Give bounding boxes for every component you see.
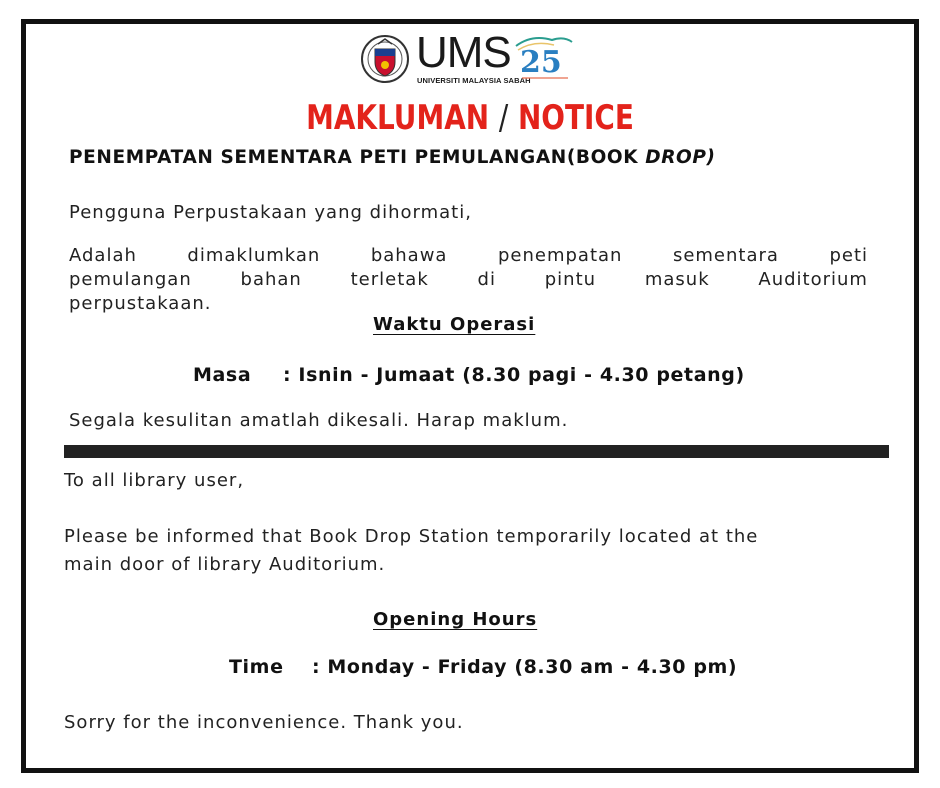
header-logos <box>360 28 580 88</box>
title-english: NOTICE <box>517 98 634 138</box>
malay-greeting: Pengguna Perpustakaan yang dihormati, <box>69 202 472 223</box>
word: Auditorium <box>758 269 868 290</box>
english-hours-heading: Opening Hours <box>373 609 538 630</box>
ums-logo-subtitle: UNIVERSITI MALAYSIA SABAH <box>417 76 531 85</box>
malay-body-paragraph <box>69 244 868 316</box>
page-title <box>85 96 856 140</box>
word: bahawa <box>370 245 448 266</box>
malay-closing: Segala kesulitan amatlah dikesali. Harap maklum. <box>69 410 569 431</box>
word: terletak <box>350 269 429 290</box>
subtitle-italic: DROP) <box>645 147 716 168</box>
section-divider <box>64 445 889 458</box>
english-hours-value: : Monday - Friday (8.30 am - 4.30 pm) <box>312 656 738 678</box>
title-malay: MAKLUMAN <box>306 98 490 138</box>
word: di <box>477 269 496 290</box>
ums-logo-text: UMS <box>416 28 511 77</box>
english-greeting: To all library user, <box>64 470 245 491</box>
word: pemulangan <box>69 269 192 290</box>
english-hours-label: Time <box>229 656 284 678</box>
english-closing: Sorry for the inconvenience. Thank you. <box>64 712 464 733</box>
word: dimaklumkan <box>187 245 321 266</box>
word: bahan <box>240 269 302 290</box>
malay-body-line-2 <box>69 268 868 292</box>
svg-text:25: 25 <box>520 45 562 80</box>
subtitle-main: PENEMPATAN SEMENTARA PETI PEMULANGAN <box>69 147 567 168</box>
word: penempatan <box>497 245 623 266</box>
word: masuk <box>644 269 710 290</box>
english-body-line-1: Please be informed that Book Drop Station temporarily located at the <box>64 526 759 547</box>
word: pintu <box>544 269 597 290</box>
malay-body-line-1 <box>69 244 868 268</box>
malay-hours-value: : Isnin - Jumaat (8.30 pagi - 4.30 petang) <box>283 364 745 386</box>
english-body-line-2: main door of library Auditorium. <box>64 554 386 575</box>
word: Adalah <box>69 245 137 266</box>
subtitle-paren: (BOOK <box>566 147 646 168</box>
ums-crest-icon <box>360 32 410 86</box>
malay-hours-label: Masa <box>193 364 252 386</box>
word: peti <box>829 245 868 266</box>
word: sementara <box>672 245 779 266</box>
malay-hours-heading: Waktu Operasi <box>373 314 536 335</box>
title-separator: / <box>498 98 509 138</box>
anniversary-25-logo-icon <box>512 32 576 84</box>
notice-subtitle <box>69 147 869 168</box>
malay-body-line-3: perpustakaan. <box>69 293 212 314</box>
